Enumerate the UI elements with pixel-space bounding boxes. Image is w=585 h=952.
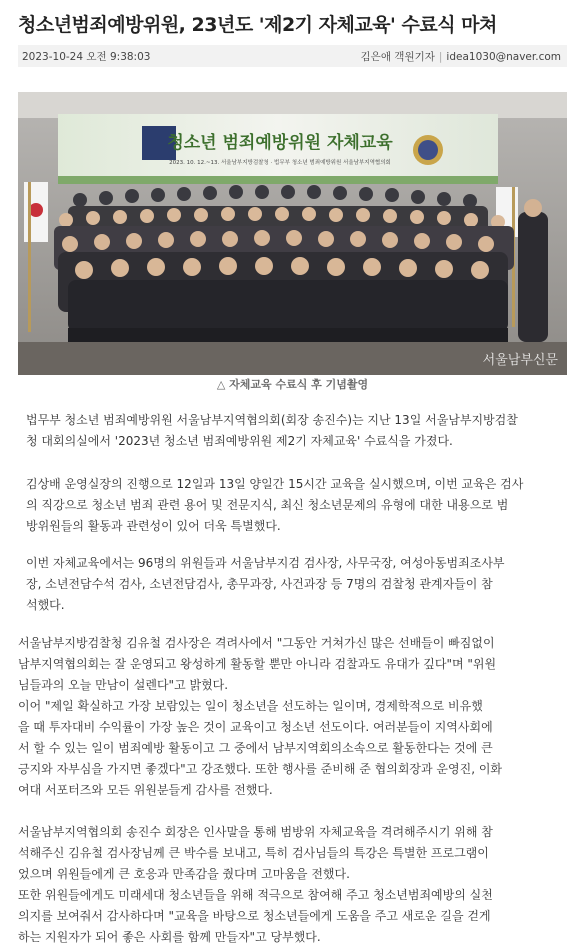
text-line: 김상배 운영실장의 진행으로 12일과 13일 양일간 15시간 교육을 실시했으며, 이번 교육은 검사 — [26, 477, 524, 491]
paragraph-2 — [26, 474, 560, 537]
text-line: 청 대회의실에서 '2023년 청소년 범죄예방위원 제2기 자체교육' 수료식을 가졌다. — [26, 434, 453, 448]
text-line: 또한 위원들에게도 미래세대 청소년들을 위해 적극으로 참여해 주고 청소년범죄예방의 실천 — [18, 888, 493, 902]
paragraph-3 — [26, 553, 560, 616]
text-line: 님들과의 오늘 만남이 설렌다"고 밝혔다. — [18, 678, 229, 692]
text-line: 석해주신 김유철 검사장님께 큰 박수를 보내고, 특히 검사님들의 특강은 특별한 프로그램이 — [18, 846, 489, 860]
byline — [361, 49, 561, 64]
reporter-name[interactable]: 김은애 객원기자 — [360, 51, 435, 63]
article-title: 청소년범죄예방위원, 23년도 '제2기 자체교육' 수료식 마쳐 — [18, 14, 497, 36]
text-line: 남부지역협의회는 잘 운영되고 왕성하게 활동할 뿐만 아니라 검찰과도 유대가 깊다"며 "위원 — [18, 657, 497, 671]
paragraph-5 — [18, 822, 567, 948]
text-line: 의 직강으로 청소년 범죄 관련 용어 및 전문지식, 최신 청소년문제의 유형에 대한 내용으로 범 — [26, 498, 509, 512]
byline-separator: | — [438, 51, 443, 63]
text-line: 이번 자체교육에서는 96명의 위원들과 서울남부지검 검사장, 사무국장, 여성아동범죄조사부 — [26, 556, 505, 570]
text-line: 서 할 수 있는 일이 범죄예방 활동이고 그 중에서 남부지역회의소속으로 활동한다는 것에 큰 — [18, 741, 493, 755]
text-line: 이어 "제일 확실하고 가장 보람있는 일이 청소년을 선도하는 일이며, 경제학적으로 비유했 — [18, 699, 483, 713]
paragraph-4 — [18, 633, 567, 801]
text-line: 을 때 투자대비 수익률이 가장 높은 것이 교육이고 청소년 선도이다. 여러분들이 지역사회에 — [18, 720, 493, 734]
text-line: 었으며 위원들에게 큰 호응과 만족감을 줬다며 고마움을 전했다. — [18, 867, 350, 881]
article-photo — [18, 92, 567, 375]
article-meta-bar — [18, 45, 567, 67]
text-line: 긍지와 자부심을 가지면 좋겠다"고 강조했다. 또한 행사를 준비해 준 협의회장과 운영진, 이화 — [18, 762, 503, 776]
photo-caption: △ 자체교육 수료식 후 기념촬영 — [216, 378, 369, 391]
text-line: 하는 지원자가 되어 좋은 사회를 함께 만들자"고 당부했다. — [18, 930, 321, 944]
group-photo-people — [54, 185, 548, 342]
text-line: 의지를 보여줘서 감사하다며 "교육을 바탕으로 청소년들에게 도움을 주고 새로운 길을 걷게 — [18, 909, 491, 923]
text-line: 여대 서포터즈와 모든 위원분들게 감사를 전했다. — [18, 783, 273, 797]
text-line: 장, 소년전담수석 검사, 소년전담검사, 총무과장, 사건과장 등 7명의 검찰청 관계자들이 참 — [26, 577, 493, 591]
text-line: 서울남부지역협의회 송진수 회장은 인사말을 통해 범방위 자체교육을 격려해주시기 위해 참 — [18, 825, 493, 839]
text-line: 방위원들의 활동과 관련성이 있어 더욱 특별했다. — [26, 519, 281, 533]
photo-watermark: 서울남부신문 — [482, 353, 558, 368]
text-line: 서울남부지방검찰청 김유철 검사장은 격려사에서 "그동안 거쳐가신 많은 선배들이 빠짐없이 — [18, 636, 495, 650]
text-line: 법무부 청소년 범죄예방위원 서울남부지역협의회(회장 송진수)는 지난 13일 서울남부지방검찰 — [26, 413, 518, 427]
text-line: 석했다. — [26, 598, 65, 612]
banner-subtitle: 2023. 10. 12.~13. 서울남부지방검찰청 · 법무부 청소년 범죄예방위원 서울남부지역협의회 — [169, 160, 391, 166]
paragraph-1 — [26, 410, 560, 452]
article-date: 2023-10-24 오전 9:38:03 — [22, 51, 151, 63]
banner-title: 청소년 범죄예방위원 자체교육 — [167, 133, 393, 153]
reporter-email[interactable]: idea1030@naver.com — [446, 51, 561, 63]
